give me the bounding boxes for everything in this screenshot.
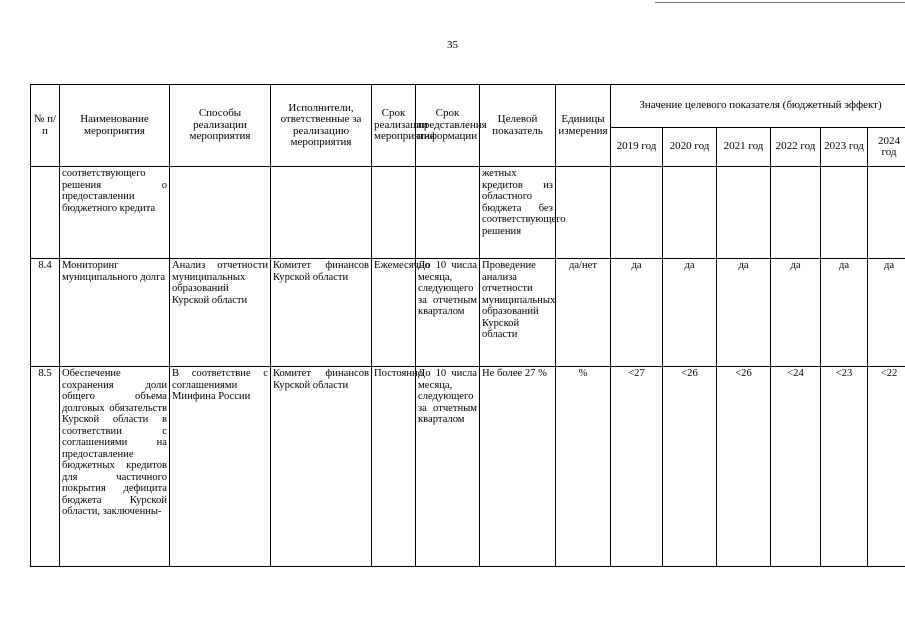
row-methods: В соответствие с соглашениями Минфина России <box>170 367 271 567</box>
header-year: 2020 год <box>663 128 717 167</box>
row-value: да <box>611 259 663 367</box>
row-term <box>372 167 416 259</box>
table-row <box>31 167 905 259</box>
top-rule <box>655 2 905 3</box>
row-info-term <box>416 167 480 259</box>
row-value <box>868 167 905 259</box>
row-term: Постоянно <box>372 367 416 567</box>
row-value: да <box>663 259 717 367</box>
header-year: 2023 год <box>821 128 868 167</box>
header-name: Наименование мероприятия <box>60 85 170 167</box>
header-term: Срок реализации мероприятия <box>372 85 416 167</box>
row-value: <26 <box>717 367 771 567</box>
row-executors <box>271 167 372 259</box>
header-year: 2022 год <box>771 128 821 167</box>
row-num <box>31 167 60 259</box>
row-name: Обеспечение сохранения доли общего объема долговых обязательств Курской области в соответствии с соглашениями на предоставление бюджетных кредитов для частичного покрытия дефицита бюджета Курской области, заключенны- <box>60 367 170 567</box>
header-row <box>31 85 905 128</box>
row-indicator: Не более 27 % <box>480 367 556 567</box>
row-value: да <box>771 259 821 367</box>
row-methods <box>170 167 271 259</box>
row-value <box>717 167 771 259</box>
row-indicator: жетных кредитов из областного бюджета без соответствующего решения <box>480 167 556 259</box>
row-term: Ежемесячно <box>372 259 416 367</box>
row-info-term: До 10 числа месяца, следующего за отчетным кварталом <box>416 367 480 567</box>
header-units: Единицы измерения <box>556 85 611 167</box>
header-info-term: Срок представления информации <box>416 85 480 167</box>
header-target-value: Значение целевого показателя (бюджетный эффект) <box>611 85 905 128</box>
row-value <box>663 167 717 259</box>
row-value: <23 <box>821 367 868 567</box>
page-number: 35 <box>447 39 458 51</box>
row-info-term: До 10 числа месяца, следующего за отчетным кварталом <box>416 259 480 367</box>
row-executors: Комитет финансов Курской области <box>271 259 372 367</box>
header-methods: Способы реализации мероприятия <box>170 85 271 167</box>
row-value <box>611 167 663 259</box>
row-value: да <box>821 259 868 367</box>
row-value: да <box>868 259 905 367</box>
row-units <box>556 167 611 259</box>
row-value: <24 <box>771 367 821 567</box>
row-value: <27 <box>611 367 663 567</box>
row-name: соответствующего решения о предоставлении бюджетного кредита <box>60 167 170 259</box>
measures-table <box>30 84 905 567</box>
table-row <box>31 259 905 367</box>
header-num: № п/п <box>31 85 60 167</box>
row-name: Мониторинг муниципального долга <box>60 259 170 367</box>
row-value: да <box>717 259 771 367</box>
header-year: 2024 год <box>868 128 905 167</box>
row-value: <26 <box>663 367 717 567</box>
row-num: 8.5 <box>31 367 60 567</box>
row-units: % <box>556 367 611 567</box>
row-value: <22 <box>868 367 905 567</box>
header-year: 2019 год <box>611 128 663 167</box>
header-executors: Исполнители, ответственные за реализацию мероприятия <box>271 85 372 167</box>
row-indicator: Проведение анализа отчетности муниципальных образований Курской области <box>480 259 556 367</box>
table-row <box>31 367 905 567</box>
row-executors: Комитет финансов Курской области <box>271 367 372 567</box>
row-methods: Анализ отчетности муниципальных образований Курской области <box>170 259 271 367</box>
header-indicator: Целевой показатель <box>480 85 556 167</box>
row-value <box>821 167 868 259</box>
header-year: 2021 год <box>717 128 771 167</box>
row-num: 8.4 <box>31 259 60 367</box>
row-units: да/нет <box>556 259 611 367</box>
row-value <box>771 167 821 259</box>
